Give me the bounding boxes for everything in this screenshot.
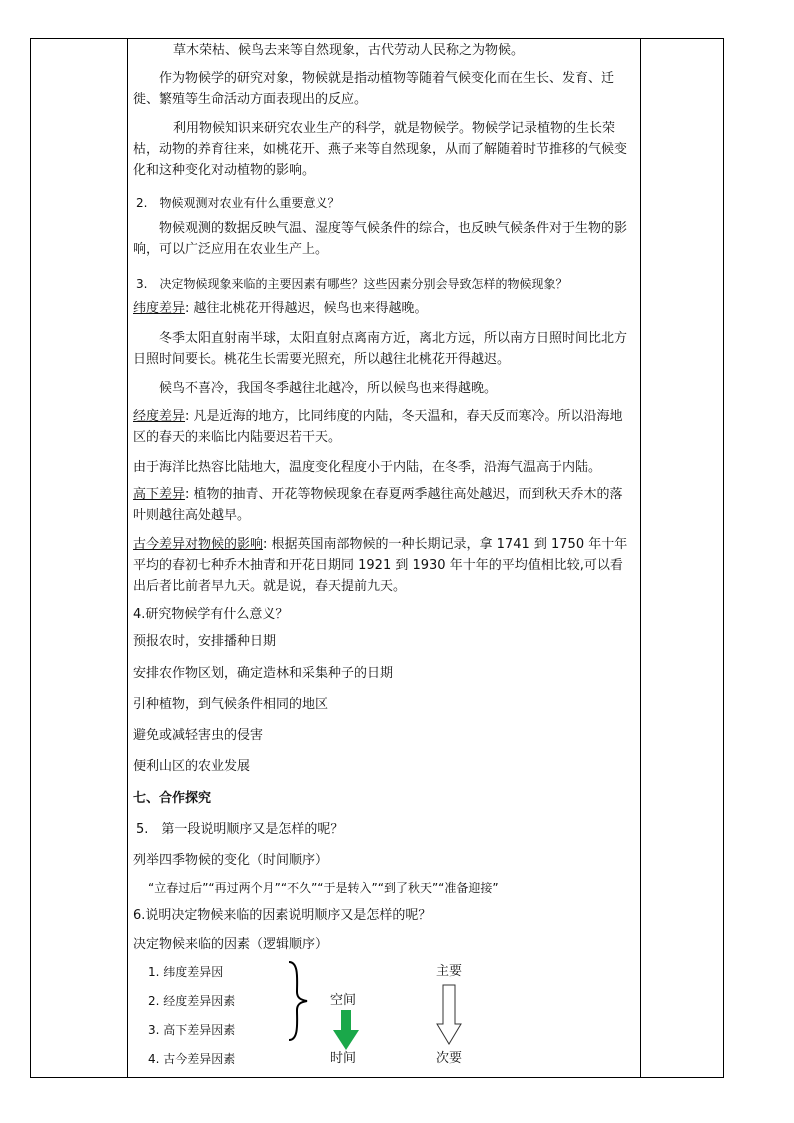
space-label: 空间 [330,993,357,1008]
paragraph-phenology-intro: 草木荣枯、候鸟去来等自然现象，古代劳动人民称之为物候。 [173,43,525,58]
question-2: 2. 物候观测对农业有什么重要意义？ [136,196,340,210]
time-text: : 根据英国南部物候的一种长期记录，拿 1741 到 1750 年十年平均的春初七种乔木抽青和开花日期同 1921 到 1930 年十年的平均值相比较,可以看出后者比前者早九天。就是说，春天提前九天。 [133,537,628,594]
hollow-down-arrow [436,984,462,1046]
question-3: 3. 决定物候现象来临的主要因素有哪些？这些因素分别会导致怎样的物候现象？ [136,277,568,291]
factor-item-1: 1. 纬度差异因 [148,965,224,979]
factor-item-3: 3. 高下差异因素 [148,1023,236,1037]
secondary-label: 次要 [436,1051,463,1066]
latitude-label: 纬度差异 [133,301,186,316]
answer-5: 列举四季物候的变化（时间顺序） [133,853,329,868]
latitude-explanation-1: 冬季太阳直射南半球，太阳直射点离南方近，离北方远，所以南方日照时间比北方日照时间要长。桃花生长需要光照充，所以越往北桃花开得越迟。 [133,331,628,367]
latitude-text: : 越往北桃花开得越迟，候鸟也来得越晚。 [185,301,428,316]
time-difference [133,534,633,597]
answer-2: 物候观测的数据反映气温、湿度等气候条件的综合，也反映气候条件对于生物的影响，可以广泛应用在农业生产上。 [133,221,628,257]
answer-6: 决定物候来临的因素（逻辑顺序） [133,937,329,952]
answer-4-item-2: 安排农作物区划，确定造林和采集种子的日期 [133,666,394,681]
longitude-text: : 凡是近海的地方，比同纬度的内陆，冬天温和，春天反而寒冷。所以沿海地区的春天的来临比内陆要迟若干天。 [133,409,623,445]
section-seven-heading: 七、合作探究 [133,791,212,806]
paragraph-phenology-definition: 作为物候学的研究对象，物候就是指动植物等随着气候变化而在生长、发育、迁徙、繁殖等生命活动方面表现出的反应。 [133,71,615,107]
question-5: 5. 第一段说明顺序又是怎样的呢？ [136,822,344,837]
column-divider-right [640,39,641,1077]
altitude-text: : 植物的抽青、开花等物候现象在春夏两季越往高处越迟，而到秋天乔木的落叶则越往高处越早。 [133,487,623,523]
answer-4-item-5: 便利山区的农业发展 [133,759,251,774]
answer-4-item-3: 引种植物，到气候条件相同的地区 [133,697,329,712]
latitude-difference [133,298,633,319]
altitude-label: 高下差异 [133,487,186,502]
factor-item-4: 4. 古今差异因素 [148,1052,236,1066]
longitude-difference [133,406,633,448]
green-down-arrow [333,1010,359,1050]
answer-5-time-words: “立春过后”“再过两个月”“不久”“于是转入”“到了秋天”“准备迎接” [148,881,499,895]
answer-4-item-1: 预报农时，安排播种日期 [133,634,277,649]
answer-4-item-4: 避免或减轻害虫的侵害 [133,728,264,743]
factor-item-2: 2. 经度差异因素 [148,994,236,1008]
column-divider-left [127,39,128,1077]
latitude-explanation-2: 候鸟不喜冷，我国冬季越往北越冷，所以候鸟也来得越晚。 [159,381,498,396]
primary-label: 主要 [436,964,463,979]
time-label-diagram: 时间 [330,1051,357,1066]
paragraph-phenology-science: 利用物候知识来研究农业生产的科学，就是物候学。物候学记录植物的生长荣枯，动物的养育往来，如桃花开、燕子来等自然现象，从而了解随着时节推移的气候变化和这种变化对动植物的影响。 [133,121,628,178]
longitude-label: 经度差异 [133,409,186,424]
time-label: 古今差异对物候的影响 [133,537,264,552]
altitude-difference [133,484,633,526]
brace-shape [283,960,313,1042]
question-6: 6.说明决定物候来临的因素说明顺序又是怎样的呢？ [133,908,432,923]
question-4: 4.研究物候学有什么意义？ [133,607,289,622]
longitude-explanation: 由于海洋比热容比陆地大，温度变化程度小于内陆，在冬季，沿海气温高于内陆。 [133,460,602,475]
